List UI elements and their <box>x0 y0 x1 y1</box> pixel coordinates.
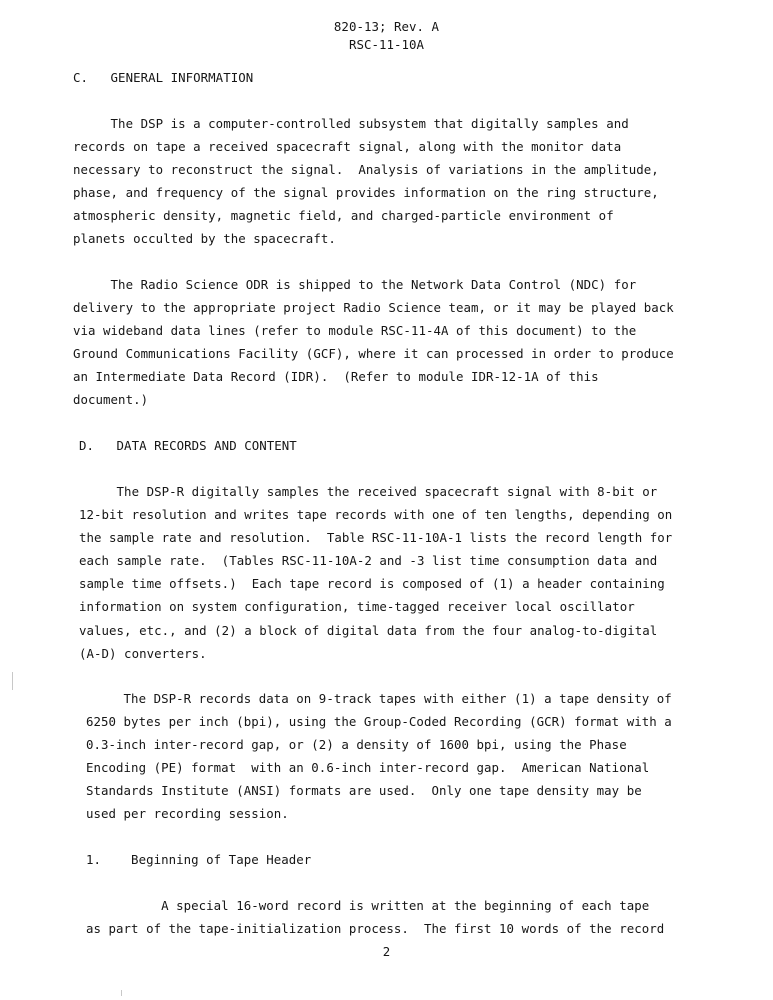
text-line: 12-bit resolution and writes tape records with one of ten lengths, depending on <box>79 507 673 523</box>
text-line: (A-D) converters. <box>79 645 207 661</box>
paragraph-d1 <box>79 480 672 665</box>
text-line: each sample rate. (Tables RSC-11-10A-2 and -3 list time consumption data and <box>79 553 658 569</box>
paragraph-sub1 <box>86 894 664 940</box>
section-c-heading: C. GENERAL INFORMATION <box>73 70 254 85</box>
scan-mark <box>121 990 122 996</box>
text-line: used per recording session. <box>86 806 289 822</box>
text-line: planets occulted by the spacecraft. <box>73 231 336 247</box>
scan-mark <box>12 672 13 690</box>
text-line: records on tape a received spacecraft signal, along with the monitor data <box>73 139 622 155</box>
paragraph-c1 <box>73 112 659 251</box>
text-line: the sample rate and resolution. Table RSC-11-10A-1 lists the record length for <box>79 530 673 546</box>
subsection-1-heading: 1. Beginning of Tape Header <box>86 852 312 867</box>
page-number: 2 <box>382 944 391 959</box>
text-line: values, etc., and (2) a block of digital data from the four analog-to-digital <box>79 622 658 638</box>
text-line: 6250 bytes per inch (bpi), using the Group-Coded Recording (GCR) format with a <box>86 714 672 730</box>
text-line: Ground Communications Facility (GCF), where it can processed in order to produce <box>73 346 674 362</box>
text-line: The Radio Science ODR is shipped to the Network Data Control (NDC) for <box>73 277 637 292</box>
text-line: sample time offsets.) Each tape record is composed of (1) a header containing <box>79 576 665 592</box>
text-line: information on system configuration, time-tagged receiver local oscillator <box>79 599 635 615</box>
text-line: The DSP-R digitally samples the received spacecraft signal with 8-bit or <box>79 484 658 499</box>
paragraph-c2 <box>73 273 674 412</box>
text-line: phase, and frequency of the signal provides information on the ring structure, <box>73 185 659 201</box>
section-d-heading: D. DATA RECORDS AND CONTENT <box>79 438 297 453</box>
text-line: delivery to the appropriate project Radio Science team, or it may be played back <box>73 300 674 316</box>
text-line: document.) <box>73 392 149 408</box>
text-line: Encoding (PE) format with an 0.6-inch inter-record gap. American National <box>86 760 650 776</box>
text-line: necessary to reconstruct the signal. Analysis of variations in the amplitude, <box>73 162 659 178</box>
text-line: as part of the tape-initialization process. The first 10 words of the record <box>86 921 665 937</box>
paragraph-d2 <box>86 687 672 826</box>
text-line: The DSP is a computer-controlled subsystem that digitally samples and <box>73 116 629 131</box>
text-line: A special 16-word record is written at the beginning of each tape <box>86 898 650 913</box>
text-line: 0.3-inch inter-record gap, or (2) a density of 1600 bpi, using the Phase <box>86 737 627 753</box>
text-line: atmospheric density, magnetic field, and charged-particle environment of <box>73 208 614 224</box>
module-id: RSC-11-10A <box>348 37 425 52</box>
text-line: The DSP-R records data on 9-track tapes with either (1) a tape density of <box>86 691 672 706</box>
text-line: via wideband data lines (refer to module RSC-11-4A of this document) to the <box>73 323 637 339</box>
text-line: Standards Institute (ANSI) formats are used. Only one tape density may be <box>86 783 642 799</box>
text-line: an Intermediate Data Record (IDR). (Refer to module IDR-12-1A of this <box>73 369 599 385</box>
document-number: 820-13; Rev. A <box>333 19 440 34</box>
